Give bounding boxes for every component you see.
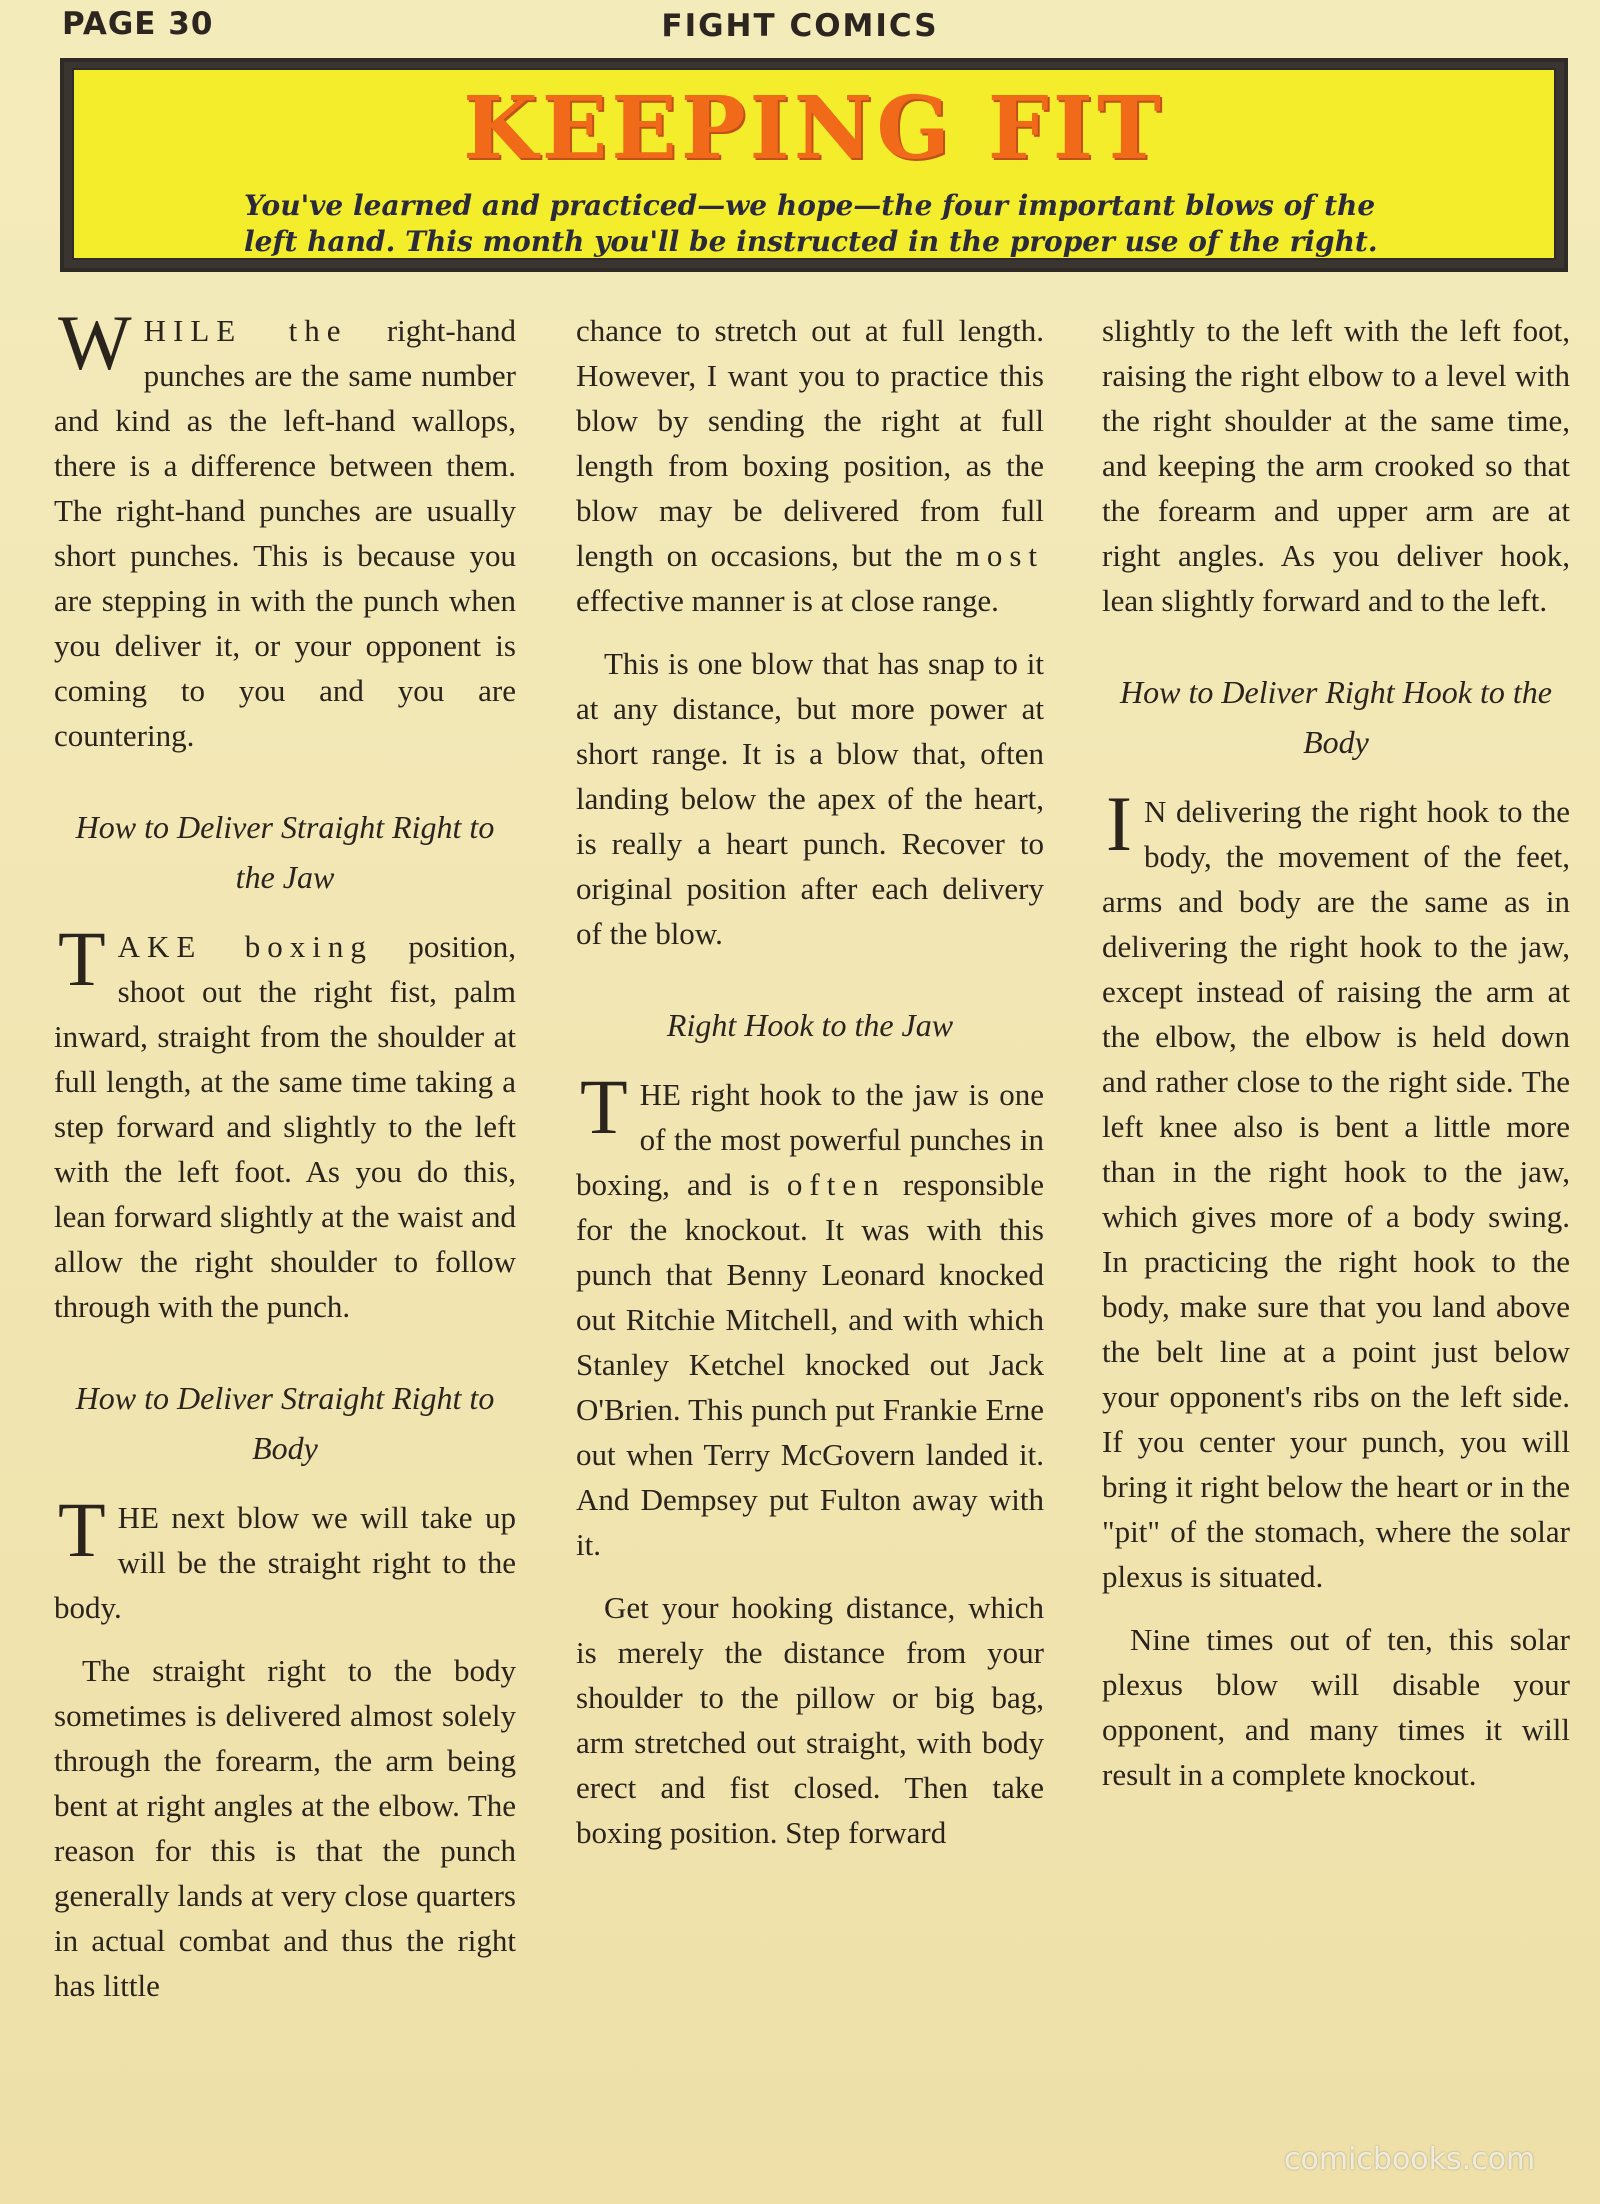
paragraph (54, 915, 517, 1329)
section-heading: How to Deliver Straight Right to Body (75, 1380, 495, 1466)
drop-cap: W (58, 299, 132, 386)
drop-cap: I (1106, 780, 1132, 867)
spaced-word: often (786, 1167, 886, 1202)
paragraph: This is one blow that has snap to it at any distance, but more power at short range. It is a blow that, often landing below the apex of the heart, is really a heart punch. Recover to original position after each delivery of the blow. (576, 646, 1044, 951)
paragraph (576, 1063, 1045, 1567)
section-heading: How to Deliver Straight Right to the Jaw (75, 809, 495, 895)
paragraph-text: N delivering the right hook to the body, the movement of the feet, arms and body are the same as in delivering the right hook to the jaw, except instead of raising the arm at the elbow, the elbow is held down and rather close to the right side. The left knee also is bent a little more than in the right hook to the jaw, which gives more of a body swing. In practicing the right hook to the body, make sure that you land above the belt line at a point just below your opponent's ribs on the left side. If you center your punch, you will bring it right below the heart or in the "pit" of the stomach, where the solar plexus is situated. (1102, 794, 1570, 1594)
paragraph-text: HE next blow we will take up will be the straight right to the body. (54, 1500, 516, 1625)
text-column-3 (1102, 308, 1570, 1815)
article-intro: You've learned and practiced—we hope—the four important blows of the left hand. This month you'll be instructed in the proper use of the right. (244, 189, 1378, 258)
text-column-1 (54, 299, 517, 2026)
lead-in: HILE the (143, 313, 348, 348)
text-column-2 (576, 308, 1044, 1873)
paragraph-text: HE right hook to the jaw is one of the most powerful punches in boxing, and is (576, 1077, 1044, 1202)
running-head: FIGHT COMICS (661, 8, 939, 44)
paragraph: Nine times out of ten, this solar plexus blow will disable your opponent, and many times it will result in a complete knockout. (1102, 1622, 1570, 1792)
paragraph (576, 308, 1044, 623)
banner-panel (72, 68, 1556, 260)
paragraph-text: chance to stretch out at full length. However, I want you to practice this blow by sending the right at full length from boxing position, as the blow may be delivered from full length on occasions, but the (576, 313, 1044, 573)
paragraph-text: responsible for the knockout. It was with this punch that Benny Leonard knocked out Ritchie Mitchell, and with which Stanley Ketchel knocked out Jack O'Brien. This punch put Frankie Erne out when Terry McGovern landed it. And Dempsey put Fulton away with it. (576, 1167, 1045, 1562)
paragraph: slightly to the left with the left foot, raising the right elbow to a level with the right shoulder at the same time, and keeping the arm crooked so that the forearm and upper arm are at right angles. As you deliver hook, lean slightly forward and to the left. (1102, 313, 1570, 618)
watermark: comicbooks.com (1284, 2142, 1536, 2177)
title-banner (60, 58, 1568, 272)
paragraph: Get your hooking distance, which is merely the distance from your shoulder to the pillow or big bag, arm stretched out straight, with body erect and fist closed. Then take boxing position. Step forward (576, 1590, 1044, 1850)
spaced-word: most (955, 538, 1044, 573)
paragraph: The straight right to the body sometimes is delivered almost solely through the forearm, the arm being bent at right angles at the elbow. The reason for this is that the punch generally lands at very close quarters in actual combat and thus the right has little (54, 1653, 516, 2003)
drop-cap: T (58, 915, 106, 1002)
paragraph-text: effective manner is at close range. (576, 583, 999, 618)
paragraph (1102, 780, 1570, 1599)
drop-cap: T (580, 1063, 628, 1150)
section-heading: How to Deliver Right Hook to the Body (1120, 674, 1552, 760)
paragraph (54, 299, 516, 758)
section-heading: Right Hook to the Jaw (666, 1007, 954, 1043)
paragraph-text: right-hand punches are the same number and kind as the left-hand wallops, there is a difference between them. The right-hand punches are usually short punches. This is because you are stepping in with the punch when you deliver it, or your opponent is coming to you and you are countering. (54, 313, 516, 753)
article-title: KEEPING FIT (462, 78, 1166, 179)
drop-cap: T (58, 1486, 106, 1573)
paragraph (54, 1486, 516, 1630)
paragraph-text: position, shoot out the right fist, palm inward, straight from the shoulder at full length, at the same time taking a step forward and slightly to the left with the left foot. As you do this, lean forward slightly at the waist and allow the right shoulder to follow through with the punch. (54, 929, 517, 1324)
lead-in: AKE boxing (117, 929, 373, 964)
page-number: PAGE 30 (62, 6, 214, 42)
